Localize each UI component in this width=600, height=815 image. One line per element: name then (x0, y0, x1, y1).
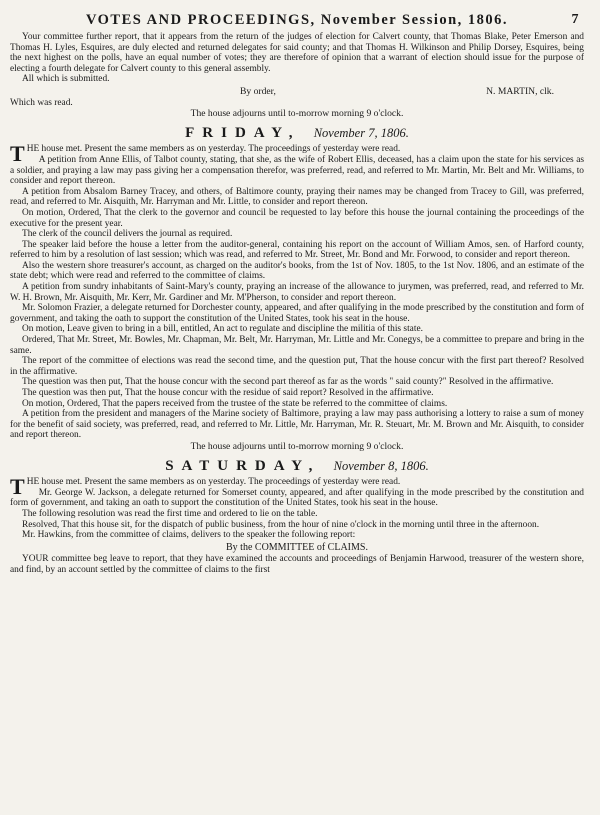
friday-paragraph: On motion, Ordered, That the clerk to the governor and council be requested to lay before this house the journal containing the proceedings of the executive for the present year. (10, 207, 584, 229)
day-name: SATURDAY, (165, 457, 321, 474)
by-order-text: By order, (240, 85, 276, 97)
friday-paragraph: On motion, Ordered, That the papers received from the trustee of the state be referred to the committee of claims. (22, 398, 448, 409)
friday-paragraph: The question was then put, That the house concur with the residue of said report? Resolved in the affirmative. (22, 388, 434, 398)
friday-paragraph: The report of the committee of elections was read the second time, and the question put, That the house concur with the first part thereof? Resolved in the affirmative. (10, 356, 584, 377)
committee-heading: By the COMMITTEE of CLAIMS. (226, 541, 368, 553)
day-name: FRIDAY, (185, 124, 301, 141)
day-date: November 8, 1806. (333, 458, 429, 473)
adjournment-notice: The house adjourns until to-morrow morning 9 o'clock. (190, 440, 404, 452)
adjournment-notice: The house adjourns until to-morrow morning 9 o'clock. (190, 108, 404, 120)
friday-paragraph: A petition from the president and managers of the Marine society of Baltimore, praying a law may pass authorising a lottery to raise a sum of money for the benefit of said society, was preferred, read, and referred to Mr. Little, Mr. Harryman, Mr. R. Steuart, Mr. M. Brown and Mr. Aisquith, to consider and report thereon. (10, 409, 584, 441)
saturday-paragraph: THE house met. Present the same members as on yesterday. The proceedings of yesterday were read. (10, 474, 401, 500)
saturday-paragraph: Mr. George W. Jackson, a delegate returned for Somerset county, appeared, and after qualifying in the mode prescribed by the constitution and form of government, and taking an oath to support the constitution of the United States, took his seat in the house. (10, 487, 584, 509)
friday-paragraph: Ordered, That Mr. Street, Mr. Bowles, Mr. Chapman, Mr. Belt, Mr. Harryman, Mr. Little and Mr. Conegys, be a committee to prepare and bring in the same. (10, 335, 584, 356)
friday-paragraph: On motion, Leave given to bring in a bill, entitled, An act to regulate and discipline the militia of this state. (22, 324, 423, 335)
friday-paragraph: A petition from sundry inhabitants of Saint-Mary's county, praying an increase of the allowance to jurymen, was preferred, read, and referred to Mr. W. H. Brown, Mr. Aisquith, Mr. Kerr, Mr. Gardiner and Mr. M'Pherson, to consider and report thereon. (10, 282, 584, 303)
committee-report-paragraph: Your committee further report, that it appears from the return of the judges of election for Calvert county, that Thomas Blake, Peter Emerson and Thomas H. Lyles, Esquires, are duly elected and returned delegates for said county; and that Thomas H. Wilkinson and Philip Dorsey, Esquires, being the next highest on the polls, have an equal number of votes; they are therefore of opinion that a warrant of election should issue for the purpose of electing a fourth delegate for Calvert county to this general assembly. (10, 32, 584, 74)
friday-heading (10, 124, 584, 141)
day-date: November 7, 1806. (313, 125, 409, 140)
page-header-title: VOTES AND PROCEEDINGS, November Session, 1806. (85, 12, 509, 28)
friday-paragraph: Mr. Solomon Frazier, a delegate returned for Dorchester county, appeared, and after qualifying in the mode prescribed by the constitution and form of government, and taking the oath to support the constitution of the United States, took his seat in the house. (10, 303, 584, 324)
drop-cap: T (10, 474, 25, 500)
friday-paragraph: The question was then put, That the house concur with the second part thereof as far as the words " said county?" Resolved in the affirmative. (22, 377, 554, 388)
signature-line (240, 87, 554, 98)
which-was-read: Which was read. (10, 97, 73, 108)
page-number: 7 (571, 12, 580, 27)
saturday-paragraph: Resolved, That this house sit, for the dispatch of public business, from the hour of nine o'clock in the morning until three in the afternoon. (22, 519, 540, 530)
friday-paragraph: A petition from Anne Ellis, of Talbot county, stating, that she, as the wife of Robert Ellis, deceased, has a claim upon the state for his services as a soldier, and praying a law may pass giving her a compensation therefor, was preferred, read, and referred to Mr. Martin, Mr. Belt and Mr. Williams, to consider and report thereon. (10, 154, 584, 187)
friday-paragraph: The speaker laid before the house a letter from the auditor-general, containing his report on the account of William Amos, sen. of Harford county, referred to him by a resolution of last session; which was read, and referred to Mr. Street, Mr. Bond and Mr. Forwood, to consider and report thereon. (10, 239, 584, 261)
saturday-paragraph: The following resolution was read the first time and ordered to lie on the table. (22, 508, 318, 519)
saturday-heading (10, 457, 584, 474)
clerk-signature: N. MARTIN, clk. (486, 85, 554, 97)
document-body (10, 32, 584, 576)
drop-cap: T (10, 141, 25, 167)
friday-paragraph: Also the western shore treasurer's account, as charged on the auditor's books, from the 1st of Nov. 1805, to the 1st Nov. 1806, and an estimate of the state debt; which were read and referred to the committee of claims. (10, 260, 584, 282)
submitted-line: All which is submitted. (22, 74, 110, 85)
committee-report-paragraph: YOUR committee beg leave to report, that they have examined the accounts and proceedings of Benjamin Harwood, treasurer of the western shore, and find, by an account settled by the committee of claims to the first (10, 554, 584, 575)
friday-paragraph: THE house met. Present the same members as on yesterday. The proceedings of yesterday were read. (10, 141, 401, 167)
saturday-paragraph: Mr. Hawkins, from the committee of claims, delivers to the speaker the following report: (22, 530, 356, 541)
friday-paragraph: The clerk of the council delivers the journal as required. (22, 229, 233, 240)
friday-paragraph: A petition from Absalom Barney Tracey, and others, of Baltimore county, praying their names may be changed from Tracey to Gill, was preferred, read, and referred to Mr. Aisquith, Mr. Harryman and Mr. Little, to consider and report thereon. (10, 186, 584, 208)
running-header (10, 12, 584, 29)
